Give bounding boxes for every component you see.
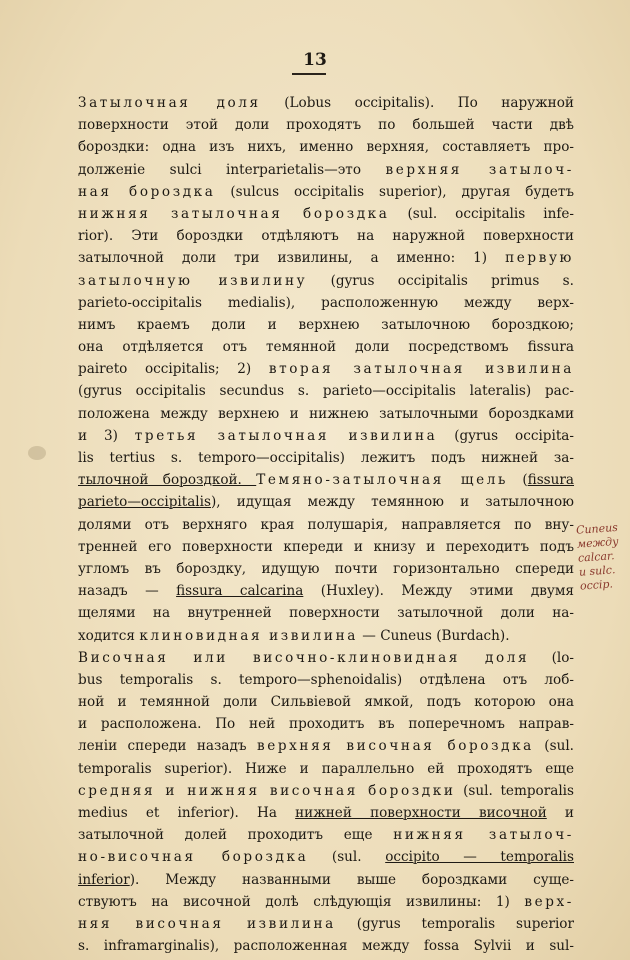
text-line — [78, 203, 574, 225]
text-run: положена между верхнею и нижнею затылочными бороздками — [78, 405, 574, 422]
text-line — [78, 514, 574, 536]
underlined-text: inferior — [78, 871, 130, 888]
text-line — [78, 425, 574, 447]
handwritten-margin-note — [576, 520, 630, 593]
text-run: (Lobus occipitalis). По наружной — [260, 95, 574, 111]
text-line — [78, 358, 574, 380]
text-run: и расположена. По ней проходитъ въ поперечномъ направ- — [78, 716, 574, 733]
text-run: bus temporalis s. temporo—sphenoidalis) отдѣлена отъ лоб- — [78, 671, 574, 688]
spaced-term: затылочную извилину — [78, 272, 308, 289]
text-line — [78, 669, 574, 691]
text-line — [78, 602, 574, 624]
text-run: долженіе sulci interparietalis—это — [78, 161, 386, 178]
spaced-term: третья затылочная извилина — [134, 427, 438, 444]
text-line — [78, 380, 574, 402]
text-run: она отдѣляется отъ темянной доли посредствомъ fissura — [78, 339, 574, 356]
text-run: ствуютъ на височной долѣ слѣдующія извилины: 1) — [78, 893, 525, 910]
text-run: и — [546, 805, 574, 821]
text-run: (lo- — [529, 649, 575, 666]
text-line — [78, 891, 574, 913]
text-line — [78, 802, 574, 824]
text-line — [78, 735, 574, 757]
underlined-text: fissura calcarina — [176, 583, 304, 600]
text-line — [78, 869, 574, 891]
spaced-term: Темяно-затылочная щель — [256, 472, 508, 489]
text-run: назадъ — — [78, 583, 177, 600]
text-run: ( — [507, 472, 528, 489]
spaced-term: верхняя височная бороздка — [256, 738, 534, 755]
text-run: затылочной долей проходитъ еще — [78, 827, 394, 844]
text-run: ). Между названными выше бороздками суще- — [129, 871, 574, 888]
spaced-term: Височная или височно-клиновидная доля — [78, 649, 530, 666]
text-line — [78, 225, 574, 247]
text-run: (sul. occipitalis infe- — [389, 205, 574, 222]
text-line — [78, 336, 574, 358]
text-run: (sul. — [308, 849, 386, 866]
text-run: нимъ краемъ доли и верхнею затылочною бороздкою; — [78, 316, 574, 333]
spaced-term: Затылочная доля — [78, 95, 261, 111]
text-run: ходится — [78, 627, 140, 644]
spaced-term: первую — [505, 250, 574, 267]
text-line — [78, 314, 574, 336]
text-run: ной и темянной доли Сильвіевой ямкой, подъ которою она — [78, 694, 574, 711]
text-run: (gyrus occipita- — [437, 427, 574, 444]
spaced-term: верхняя затылоч- — [385, 161, 574, 178]
underlined-text: тылочной бороздкой. — [78, 472, 257, 489]
page-number: 13 — [303, 50, 327, 70]
underlined-text: нижней поверхности височной — [295, 805, 547, 821]
text-line — [78, 824, 574, 846]
spaced-term: верх- — [524, 893, 574, 910]
text-run: долями отъ верхняго края полушарія, направляется по вну- — [78, 516, 574, 533]
margin-note-line: occip. — [579, 577, 614, 593]
underlined-text: parieto—occipitalis — [78, 494, 211, 511]
text-line — [78, 846, 574, 868]
margin-note-line: Cuneus — [575, 520, 619, 537]
text-line — [78, 780, 574, 802]
text-line — [78, 292, 574, 314]
underlined-text: fissura — [527, 472, 575, 489]
text-line — [78, 935, 574, 957]
text-run: medius et inferior). На — [78, 805, 296, 821]
text-run: угломъ въ бороздку, идущую почти горизонтально спереди — [78, 560, 574, 577]
spaced-term: нижняя затылочная бороздка — [78, 205, 390, 222]
text-line — [78, 713, 574, 735]
text-run: затылочной доли три извилины, а именно: 1) — [78, 250, 506, 267]
margin-note-line: и sulc. — [578, 563, 616, 579]
text-line — [78, 469, 574, 491]
text-line — [78, 181, 574, 203]
text-line — [78, 447, 574, 469]
text-line — [78, 913, 574, 935]
spaced-term: вторая затылочная извилина — [268, 361, 574, 378]
margin-note-line: между — [576, 534, 619, 551]
header-rule — [292, 73, 326, 75]
text-run: paireto occipitalis; 2) — [78, 361, 269, 378]
margin-note-line: calcar. — [577, 549, 615, 565]
spaced-term: средняя и нижняя височная бороздки — [78, 782, 456, 799]
text-run: parieto-occipitalis medialis), расположенную между верх- — [78, 294, 574, 311]
text-run: (gyrus occipitalis primus s. — [307, 272, 574, 289]
spaced-term: клиновидная извилина — [139, 627, 358, 644]
text-run: lis tertius s. temporo—occipitalis) лежитъ подъ нижней за- — [78, 450, 574, 466]
text-line — [78, 136, 574, 158]
text-line — [78, 558, 574, 580]
text-run: (gyrus temporalis superior — [335, 915, 574, 932]
text-run: тренней его поверхности кпереди и книзу и переходитъ подъ — [78, 538, 574, 555]
text-line — [78, 491, 574, 513]
text-line — [78, 691, 574, 713]
text-line — [78, 580, 574, 602]
text-run: поверхности этой доли проходятъ по большей части двѣ — [78, 117, 574, 134]
text-run: temporalis superior). Ниже и параллельно ей проходятъ еще — [78, 760, 574, 777]
text-line — [78, 247, 574, 269]
text-line — [78, 536, 574, 558]
text-line — [78, 270, 574, 292]
ink-stain — [28, 446, 46, 460]
text-run: (gyrus occipitalis secundus s. parieto—occipitalis lateralis) рас- — [78, 383, 574, 400]
text-run: ), идущая между темянною и затылочною — [210, 494, 574, 511]
body-text — [78, 92, 574, 957]
text-run: бороздки: одна изъ нихъ, именно верхняя, составляетъ про- — [78, 139, 574, 156]
spaced-term: нижняя затылоч- — [393, 827, 574, 844]
text-line — [78, 625, 574, 647]
text-line — [78, 159, 574, 181]
spaced-term: няя височная извилина — [78, 915, 336, 932]
text-line — [78, 403, 574, 425]
text-run: rior). Эти бороздки отдѣляютъ на наружной поверхности — [78, 228, 574, 245]
underlined-text: occipito — temporalis — [385, 849, 574, 866]
text-line — [78, 758, 574, 780]
text-run: (sulcus occipitalis superior), другая будетъ — [215, 183, 574, 200]
text-line — [78, 92, 574, 114]
text-run: леніи спереди назадъ — [78, 738, 257, 755]
text-run: — Cuneus (Burdach). — [357, 627, 510, 644]
spaced-term: ная бороздка — [78, 183, 216, 200]
spaced-term: но-височная бороздка — [78, 849, 309, 866]
text-run: s. inframarginalis), расположенная между fossa Sylvii и sul- — [78, 938, 574, 955]
text-run: щелями на внутренней поверхности затылочной доли на- — [78, 605, 574, 622]
text-run: (sul. temporalis — [455, 782, 574, 799]
text-line — [78, 114, 574, 136]
text-run: (sul. — [533, 738, 574, 755]
text-run: (Huxley). Между этими двумя — [303, 583, 574, 600]
text-run: и 3) — [78, 427, 135, 444]
text-line — [78, 647, 574, 669]
